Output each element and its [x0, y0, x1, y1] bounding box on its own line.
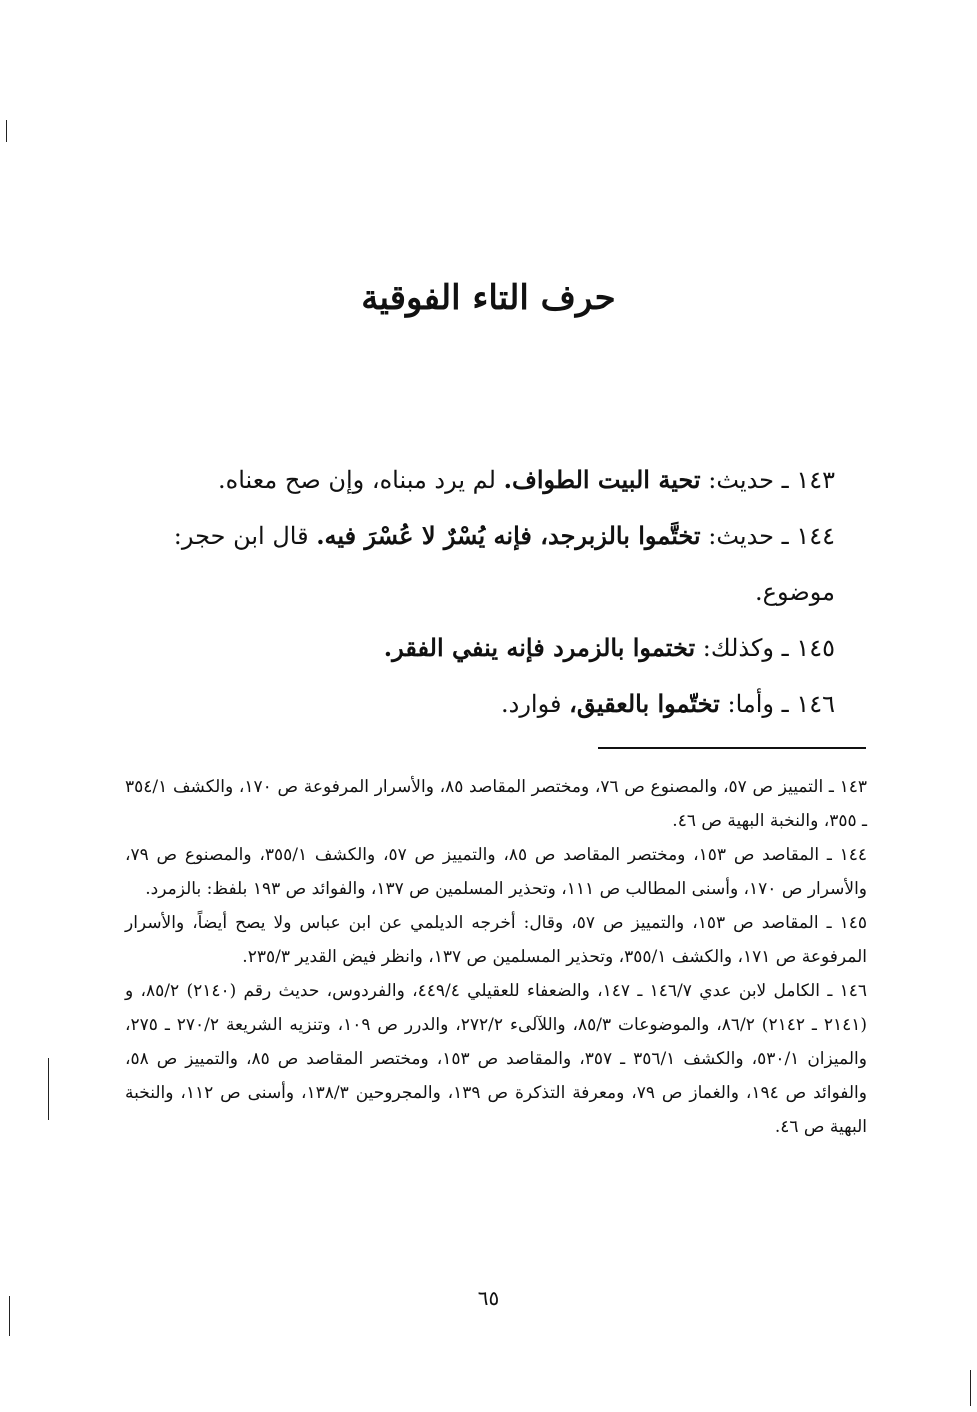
footnote-text: الكامل لابن عدي ١٤٦/٧ ـ ١٤٧، والضعفاء للعقيلي ٤٤٩/٤، والفردوس، حديث رقم (٢١٤٠) ٨٥/٢، و (٢١٤١ ـ ٢١٤٢) ٨٦/٢، والموضوعات ٨٥/٣، واللآلىء ٢٧٢/٢، والدرر ص ١٠٩، وتنزيه الشريعة ٢٧٠/٢ ـ ٢٧٥، والميزان ٥٣٠/١، والكشف ٣٥٦/١ ـ ٣٥٧، والمقاصد ص ١٥٣، ومختصر المقاصد ص ٨٥، والتمييز ص ٥٨، والفوائد ص ١٩٤، والغماز ص ٧٩، ومعرفة التذكرة ص ١٣٩، والمجروحين ١٣٨/٣، وأسنى ص ١١٢، والنخبة البهية ص ٤٦. — [125, 981, 867, 1137]
footnote-145 — [125, 906, 867, 974]
footnote-144 — [125, 838, 867, 906]
scan-mark — [9, 1296, 10, 1336]
footnote-number: ١٤٣ ـ — [828, 777, 867, 797]
footnote-text: التمييز ص ٥٧، والمصنوع ص ٧٦، ومختصر المقاصد ٨٥، والأسرار المرفوعة ص ١٧٠، والكشف ٣٥٤/١ ـ ٣٥٥، والنخبة البهية ص ٤٦. — [125, 777, 867, 831]
entry-hadith: تحية البيت الطواف. — [503, 465, 701, 494]
footnote-text: المقاصد ص ١٥٣، ومختصر المقاصد ص ٨٥، والتمييز ص ٥٧، والكشف ٣٥٥/١، والمصنوع ص ٧٩، والأسرار ص ١٧٠، وأسنى المطالب ص ١١١، وتحذير المسلمين ص ١٣٧، والفوائد ص ١٩٣ بلفظ: بالزمرد. — [125, 845, 867, 899]
scan-mark — [970, 1370, 971, 1406]
entry-hadith: تختموا بالزمرد فإنه ينفي الفقر. — [383, 633, 696, 662]
page-number: ٦٥ — [477, 1286, 500, 1310]
entry-lead: حديث: — [708, 522, 775, 550]
entry-lead: حديث: — [708, 466, 775, 494]
footnote-143 — [125, 770, 867, 838]
entry-number: ١٤٣ ـ — [781, 466, 835, 494]
scan-mark — [6, 120, 7, 142]
footnote-number: ١٤٥ ـ — [826, 913, 868, 933]
entry-number: ١٤٤ ـ — [781, 522, 835, 550]
entry-lead: وكذلك: — [702, 634, 775, 662]
entry-number: ١٤٦ ـ — [781, 690, 835, 718]
footnotes — [125, 770, 867, 1144]
entry-comment: فوارد. — [501, 690, 562, 718]
entry-hadith: تختّموا بالعقيق، — [569, 689, 720, 718]
entry-146 — [125, 676, 835, 732]
chapter-title: حرف التاء الفوقية — [361, 278, 616, 318]
footnote-number: ١٤٤ ـ — [826, 845, 867, 865]
entry-lead: وأما: — [727, 690, 775, 718]
entry-145 — [125, 620, 835, 676]
footnote-text: المقاصد ص ١٥٣، والتمييز ص ٥٧، وقال: أخرجه الديلمي عن ابن عباس ولا يصح أيضاً، والأسرار المرفوعة ص ١٧١، والكشف ٣٥٥/١، وتحذير المسلمين ص ١٣٧، وانظر فيض القدير ٢٣٥/٣. — [125, 913, 867, 967]
entry-143 — [125, 452, 835, 508]
scan-mark — [48, 1058, 49, 1120]
main-text — [125, 452, 835, 732]
entry-number: ١٤٥ ـ — [781, 634, 835, 662]
entry-144 — [125, 508, 835, 620]
footnote-146 — [125, 974, 867, 1144]
entry-hadith: تختَّموا بالزبرجد، فإنه يُسْرٌ لا عُسْرَ فيه. — [316, 521, 701, 550]
entry-comment: قال ابن حجر: موضوع. — [173, 522, 835, 606]
entry-comment: لم يرد مبناه، وإن صح معناه. — [218, 466, 496, 494]
footnote-number: ١٤٦ ـ — [827, 981, 868, 1001]
footnote-divider — [598, 747, 866, 749]
